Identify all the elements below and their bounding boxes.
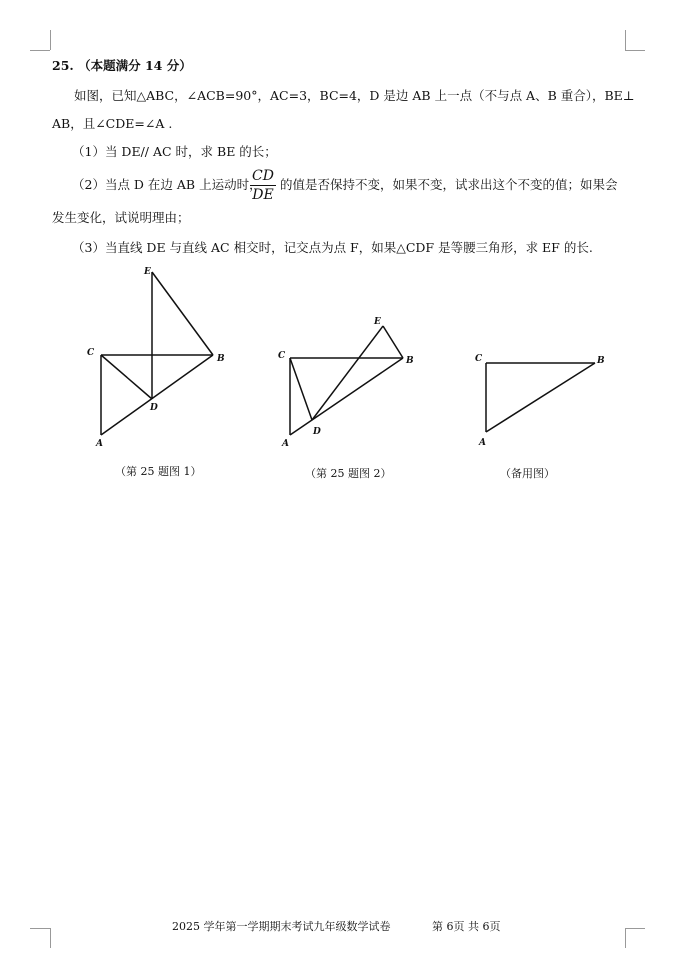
- question-2-fraction: [250, 168, 276, 203]
- label-e: E: [144, 267, 151, 277]
- figure-2-diagram: [270, 310, 420, 450]
- figure-backup: [470, 345, 620, 450]
- label-e: E: [374, 317, 381, 327]
- segment-ab: [101, 355, 213, 435]
- question-3: （3）当直线 DE 与直线 AC 相交时，记交点为点 F，如果△CDF 是等腰三角形，求 EF 的长.: [72, 240, 593, 255]
- figure-1: [80, 260, 230, 450]
- segment-cd: [290, 358, 312, 420]
- problem-stem-line2: AB，且∠CDE=∠A .: [52, 116, 173, 131]
- question-1: （1）当 DE// AC 时，求 BE 的长；: [72, 144, 277, 159]
- segment-ab: [290, 358, 403, 435]
- figure-2: [270, 310, 420, 450]
- figure-1-caption: （第 25 题图 1）: [115, 465, 202, 478]
- crop-mark-bottom-left-v: [50, 928, 51, 948]
- crop-mark-bottom-left-h: [30, 928, 50, 929]
- segment-eb: [383, 326, 403, 358]
- question-2-end: 的值是否保持不变，如果不变，试求出这个不变的值；如果会: [280, 177, 618, 192]
- problem-number: 25.: [52, 58, 74, 73]
- label-a: A: [96, 439, 103, 449]
- label-b: B: [406, 356, 414, 366]
- label-b: B: [597, 356, 605, 366]
- segment-eb: [152, 272, 213, 355]
- label-d: D: [150, 403, 158, 413]
- crop-mark-bottom-right-v: [625, 928, 626, 948]
- footer-exam-title: 2025 学年第一学期期末考试九年级数学试卷: [172, 920, 391, 933]
- fraction-numerator: CD: [252, 168, 274, 184]
- segment-ed: [312, 326, 383, 420]
- crop-mark-top-right-v: [625, 30, 626, 50]
- label-d: D: [313, 427, 321, 437]
- question-2-line2: 发生变化，试说明理由；: [52, 210, 190, 225]
- crop-mark-top-right-h: [625, 50, 645, 51]
- problem-score: （本题满分 14 分）: [78, 58, 192, 73]
- label-c: C: [87, 348, 95, 358]
- figure-2-caption: （第 25 题图 2）: [305, 467, 392, 480]
- segment-cd: [101, 355, 152, 399]
- figure-1-diagram: [80, 260, 230, 450]
- problem-stem-line1: 如图，已知△ABC，∠ACB=90°，AC=3，BC=4，D 是边 AB 上一点（不与点 A、B 重合），BE⊥: [74, 88, 635, 103]
- question-2-start: （2）当点 D 在边 AB 上运动时，: [72, 177, 262, 192]
- problem-header: [52, 58, 192, 74]
- label-a: A: [479, 438, 486, 448]
- label-c: C: [475, 354, 483, 364]
- figure-backup-caption: （备用图）: [500, 467, 555, 480]
- figure-backup-diagram: [470, 345, 620, 450]
- label-b: B: [217, 354, 225, 364]
- fraction-denominator: DE: [252, 187, 274, 203]
- label-c: C: [278, 351, 286, 361]
- crop-mark-top-left-v: [50, 30, 51, 50]
- crop-mark-top-left-h: [30, 50, 50, 51]
- crop-mark-bottom-right-h: [625, 928, 645, 929]
- segment-ab: [486, 363, 595, 432]
- label-a: A: [282, 439, 289, 449]
- footer-page-info: 第 6页 共 6页: [432, 920, 501, 933]
